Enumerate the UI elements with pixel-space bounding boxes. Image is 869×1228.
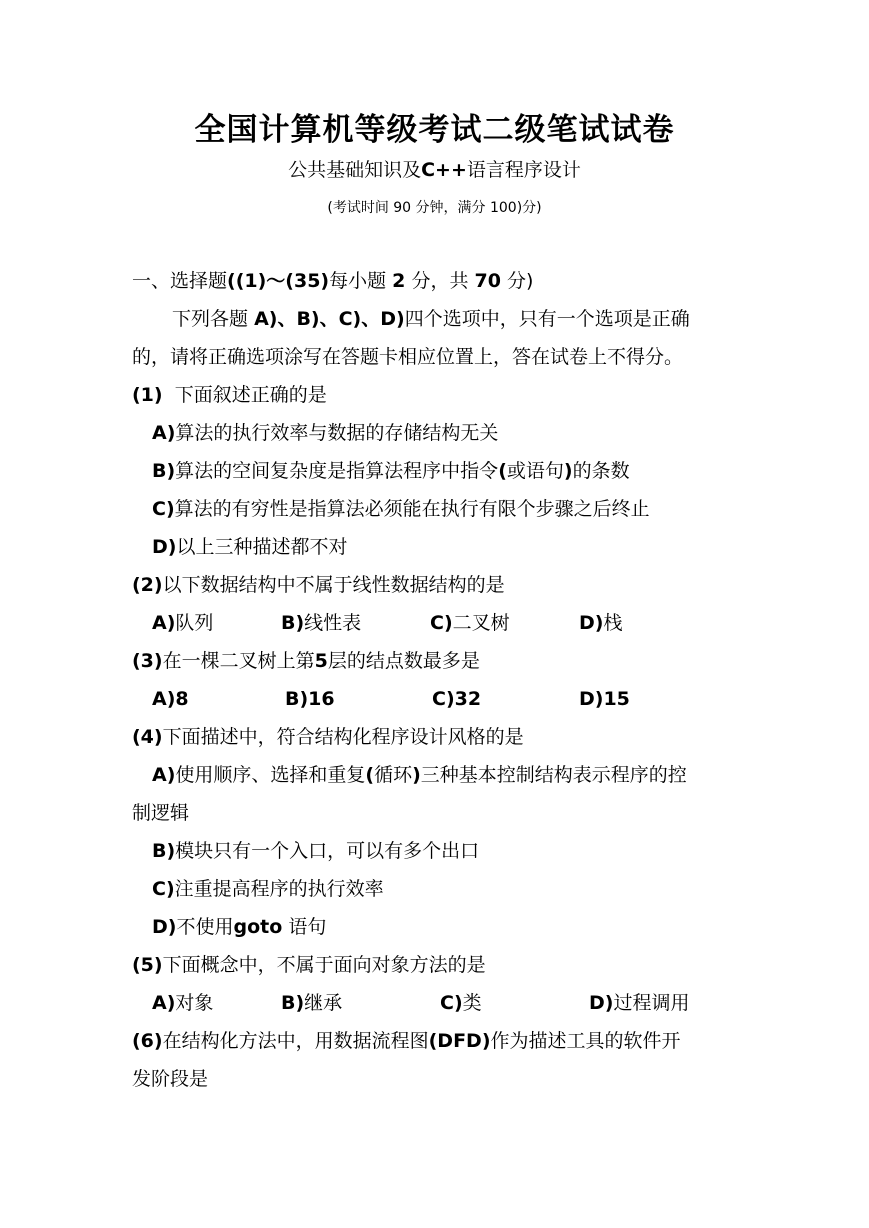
option-text: 类 bbox=[462, 992, 482, 1014]
option-d bbox=[589, 984, 689, 1022]
option-b bbox=[132, 832, 742, 870]
option-label: B) bbox=[281, 992, 305, 1014]
option-text: goto bbox=[233, 916, 283, 938]
option-a bbox=[132, 414, 742, 452]
question-number: (2) bbox=[132, 574, 163, 596]
option-text: 队列 bbox=[175, 612, 214, 634]
option-label: A) bbox=[152, 422, 176, 444]
option-text: ( bbox=[365, 764, 375, 786]
option-d bbox=[132, 528, 742, 566]
intro-text: A)、B)、C)、D) bbox=[254, 308, 405, 330]
option-b: B)16 bbox=[285, 688, 335, 710]
question-1 bbox=[132, 376, 742, 414]
option-text: 继承 bbox=[304, 992, 343, 1014]
section-heading bbox=[132, 262, 742, 300]
intro-text: 下列各题 bbox=[172, 308, 249, 330]
intro-text: 四个选项中，只有一个选项是正确 bbox=[404, 308, 690, 330]
options-row bbox=[132, 984, 742, 1022]
question-6-cont: 发阶段是 bbox=[132, 1068, 209, 1090]
question-number: (5) bbox=[132, 954, 163, 976]
options-row bbox=[132, 680, 742, 718]
option-b bbox=[132, 452, 742, 490]
question-3 bbox=[132, 642, 742, 680]
option-text: ) bbox=[412, 764, 421, 786]
option-b bbox=[281, 984, 342, 1022]
question-5 bbox=[132, 946, 742, 984]
option-a: A)8 bbox=[152, 688, 189, 710]
subtitle-part: 语言程序设计 bbox=[466, 159, 581, 181]
question-text: 层的结点数最多是 bbox=[327, 650, 480, 672]
question-number: (4) bbox=[132, 726, 163, 748]
question-text: 5 bbox=[314, 650, 328, 672]
option-text: 以上三种描述都不对 bbox=[176, 536, 348, 558]
option-text: 算法的空间复杂度是指算法程序中指令 bbox=[175, 460, 499, 482]
question-text: 下面概念中，不属于面向对象方法的是 bbox=[162, 954, 486, 976]
option-label: C) bbox=[440, 992, 463, 1014]
question-text: 下面叙述正确的是 bbox=[174, 384, 327, 406]
heading-text: 分，共 bbox=[411, 270, 469, 292]
options-row bbox=[132, 604, 742, 642]
option-text: 模块只有一个入口，可以有多个出口 bbox=[175, 840, 480, 862]
option-text: 算法的有穷性是指算法必须能在执行有限个步骤之后终止 bbox=[174, 498, 650, 520]
option-c bbox=[132, 490, 742, 528]
option-b bbox=[281, 604, 361, 642]
heading-text: 2 bbox=[392, 270, 406, 292]
option-text: 线性表 bbox=[304, 612, 362, 634]
heading-text: 一、选择题 bbox=[132, 270, 228, 292]
page-subtitle bbox=[0, 155, 869, 182]
option-d bbox=[132, 908, 742, 946]
option-text: 或语句 bbox=[506, 460, 564, 482]
option-text: 二叉树 bbox=[452, 612, 510, 634]
exam-content bbox=[132, 262, 742, 1098]
subtitle-part: C++ bbox=[421, 159, 467, 181]
question-4 bbox=[132, 718, 742, 756]
option-text: 注重提高程序的执行效率 bbox=[174, 878, 384, 900]
option-text: 对象 bbox=[175, 992, 214, 1014]
page-title: 全国计算机等级考试二级笔试试卷 bbox=[194, 112, 675, 148]
option-label: D) bbox=[589, 992, 614, 1014]
option-label: A) bbox=[152, 992, 176, 1014]
option-label: A) bbox=[152, 612, 176, 634]
question-6 bbox=[132, 1022, 742, 1060]
option-label: B) bbox=[152, 840, 176, 862]
option-label: B) bbox=[152, 460, 176, 482]
option-text: 语句 bbox=[288, 916, 327, 938]
option-text: 循环 bbox=[374, 764, 413, 786]
question-text: (DFD) bbox=[428, 1030, 491, 1052]
option-d bbox=[579, 604, 622, 642]
option-c: C)32 bbox=[432, 688, 482, 710]
option-label: C) bbox=[430, 612, 453, 634]
question-2 bbox=[132, 566, 742, 604]
question-number: (6) bbox=[132, 1030, 163, 1052]
question-text: 在结构化方法中，用数据流程图 bbox=[162, 1030, 429, 1052]
question-text: 下面描述中，符合结构化程序设计风格的是 bbox=[162, 726, 524, 748]
option-c bbox=[440, 984, 482, 1022]
option-text: 过程调用 bbox=[613, 992, 690, 1014]
option-text: 使用顺序、选择和重复 bbox=[175, 764, 366, 786]
option-label: D) bbox=[152, 916, 177, 938]
option-text: 不使用 bbox=[176, 916, 234, 938]
option-label: D) bbox=[152, 536, 177, 558]
option-label: A) bbox=[152, 764, 176, 786]
option-text: ) bbox=[563, 460, 573, 482]
option-a bbox=[132, 756, 742, 794]
question-text: 在一棵二叉树上第 bbox=[162, 650, 315, 672]
option-label: D) bbox=[579, 612, 604, 634]
question-number: (1) bbox=[132, 384, 163, 406]
option-c bbox=[430, 604, 510, 642]
heading-text: ((1)～(35) bbox=[227, 270, 330, 292]
option-a-cont: 制逻辑 bbox=[132, 802, 190, 824]
subtitle-part: 公共基础知识及 bbox=[288, 159, 422, 181]
option-text: 算法的执行效率与数据的存储结构无关 bbox=[175, 422, 499, 444]
option-a bbox=[152, 604, 213, 642]
heading-text: 每小题 bbox=[329, 270, 387, 292]
question-text: 以下数据结构中不属于线性数据结构的是 bbox=[162, 574, 505, 596]
option-d: D)15 bbox=[579, 688, 630, 710]
option-c bbox=[132, 870, 742, 908]
section-intro-cont: 的，请将正确选项涂写在答题卡相应位置上，答在试卷上不得分。 bbox=[132, 346, 684, 368]
heading-text: 70 bbox=[474, 270, 501, 292]
question-number: (3) bbox=[132, 650, 163, 672]
option-label: C) bbox=[152, 498, 175, 520]
option-text: ( bbox=[498, 460, 507, 482]
question-text: 作为描述工具的软件开 bbox=[490, 1030, 681, 1052]
option-label: B) bbox=[281, 612, 305, 634]
heading-text: 分) bbox=[507, 270, 534, 292]
option-a bbox=[152, 984, 213, 1022]
option-text: 栈 bbox=[603, 612, 623, 634]
section-intro bbox=[132, 300, 742, 338]
option-label: C) bbox=[152, 878, 175, 900]
option-text: 的条数 bbox=[572, 460, 630, 482]
option-text: 三种基本控制结构表示程序的控 bbox=[420, 764, 687, 786]
exam-time-note: (考试时间 90 分钟，满分 100)分) bbox=[327, 200, 542, 216]
